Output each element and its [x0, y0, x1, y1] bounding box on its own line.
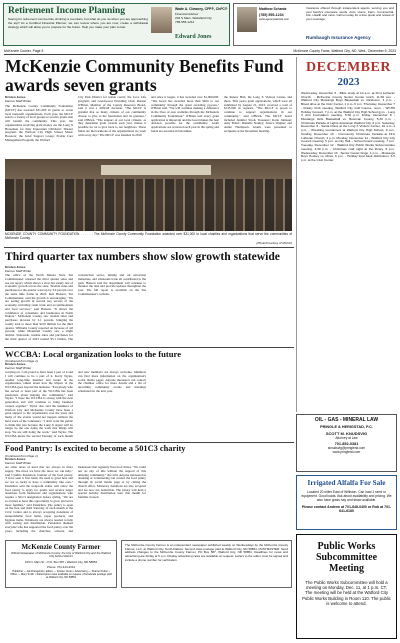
publisher-notice — [121, 540, 292, 588]
lead-headline: McKenzie Community Benefits Fund awards seven grants — [5, 56, 284, 95]
lead-col-2: City Park District for tennis courts; the Love Life program; and Greenwood Wrestling Club. Ruston O'Brien, Member of the County Resource Board, said it was a difficult decision. "The MCCF is grateful that so many citizens of our community choose to give to the foundation and its grantees," said O'Brien. "The support of our local citizens, as they determine grant awards each year, makes it possible for us to give back to our neighbors. These funds are the backbone of the organizations we work with every day." The MCCF was founded in 2010 — [78, 95, 146, 137]
wccba-headline: WCCBA: Local organization looks to the future — [5, 349, 182, 359]
page-dateline: McKenzie County Fame, Watford City, ND, Wed., December 6, 2023 — [293, 49, 396, 53]
oil-ad-role: Attorney at Law — [335, 436, 358, 440]
folio-rule — [4, 54, 396, 55]
tax-headline: Third quarter tax numbers show slow growth statewide — [5, 250, 280, 263]
pantry-byline-name: Kristen Jones — [5, 457, 26, 461]
lead-col-1: The McKenzie County Community Foundation (MCCF) has awarded $31,000 in grants to seven local nonprofit organizations. Each year, the MCCF selects a variety of local groups to receive grants that will benefit the community. This year, the organizations receiving grant money are the Long X Horsemen for their Equestrian Children's Theater program; the Watford City High School Music Boosters; the Grief Support Group; Prairie Care Management Program; the Watford — [5, 104, 73, 142]
lead-caption-text: MCKENZIE COUNTY COMMUNITY FOUNDATION . . . . . . The McKenzie County Community Foundation awarded over $31,000 to local charities and organizations that serve the communities of McKenzie County. — [5, 232, 292, 240]
public-works-title: Public Works Subcommittee Meeting — [315, 541, 378, 574]
rumbaugh-ad — [233, 3, 397, 46]
calendar-entries: Wednesday, December 6 - Bible study at 10 a.m. at First Lutheran Church. - McKenzie County Senior Center lunch, 11:30 a.m. - Watford City Mustangs Boys Basketball vs. Dickinson, 4 p.m. - Blood drive at the Civic Center, 1 p.m.-6 p.m. Thursday, December 7 - Rotary Club meeting, Watford City Golf Course, noon. - WCHS Holiday Concert, 7 p.m. at the Watford City High School gym. - Long X Arts Foundation meeting, 5:30 p.m. Friday, December 8 - Mustangs Girls Basketball vs. Bowman County, 5:30 p.m. - Christmas Parade of Lights downtown Watford City, 6 p.m. Saturday, December 9 - Santa Claus at the Long X Visitors Center, 10 a.m.-1 p.m. - Wrestling tournament at Watford City High School, 9 a.m. Sunday, December 10 - Community Christmas Cantata at First Lutheran Church, 4 p.m. Monday, December 11 - Watford City City Council meeting, 5 p.m. at City Hall. - School board meeting, 7 p.m. Tuesday, December 12 - Watford City Public Works Subcommittee meeting, 4:30 p.m. - Christmas craft night at the library, 6 p.m. Wednesday, December 13 - Senior Center bingo, 1 p.m. - Mustangs Boys Hockey vs. Minot, 6 p.m. - Holiday food bank distribution, 3-5 p.m. at the Civic Center. — [301, 91, 395, 162]
pantry-body — [5, 466, 292, 536]
lead-photo — [5, 159, 292, 231]
pantry-byline-role: Farmer Staff Writer — [5, 460, 32, 465]
masthead-phone: Phone: 701-444-3314 — [47, 565, 75, 569]
alfalfa-body: Located 20 miles East of Williston. Can load 1 semi or equipment. Good loads. Ask about availability and pricing. We also have grass hay and straw available. — [301, 490, 392, 502]
masthead-address: 109 N. Main St. • P.O. Box 587 • Watford City, ND 58854 — [24, 559, 98, 564]
tax-byline-name: Kristen Jones — [5, 265, 26, 269]
oil-ad-email: sknudsvig@pringlend.com — [327, 446, 366, 450]
tax-body — [5, 274, 292, 344]
alfalfa-ad — [296, 475, 397, 530]
oil-ad-firm: PRINGLE & HERIGSTAD, P.C. — [320, 425, 373, 429]
calendar — [296, 57, 397, 412]
pantry-headline: Food Pantry: Is excited to become a 501C3 charity — [5, 444, 186, 453]
wccba-body-text: carrying on. I am proud to have been a part of it and I will continue to be a part of it. Kerry Taylor, another long-time member and leader in the organization, talked about how the impact of the WCCBA goes beyond the business. "Everybody who has served or been part of the WCCBA has been passionate about helping the community," said Taylor. "I hope the WCCBA is strong with the next generation and will continue to bring business owners together." Taylor also said the members of Watford City and McKenzie County have been a great support to the organization over the years and many of the events would not happen without the hard work of the volunteers. "I don't want the public to think that just because the Long X Agent will no longer be the one doing the work that things will stop. We are still doing the work," said Taylor. The WCCBA meets the second Tuesday of each month and new members are always welcome. Members can find more information on the organization's social media pages. Anyone interested can contact the chamber office for more details and a list of upcoming community events and meetings scheduled for the new year. — [5, 371, 146, 438]
calendar-month: DECEMBER — [306, 60, 391, 75]
rumbaugh-body: Insurance offered through independent agents, serving you and your family's insurance needs. Auto, Home, Farm, Commercial, Life, Health and more. Call us today for a free quote and review of your coverage. — [306, 6, 394, 21]
masthead-box — [5, 540, 117, 588]
rule-3 — [4, 442, 294, 443]
lead-byline-name: Kristen Jones — [5, 95, 26, 99]
pantry-body-text: are other areas of need that are always in more supply. The more we have the more we can help," said Cynthia Pendelton, founder of the food pantry. "I have seen it first hand, the need is great here and we are so lucky to have a community like ours." Pendelton said the nonprofit status will allow the food pantry to apply for grants and receive larger donations from businesses and organizations who require a 501c3 designation before giving. "We are so excited to have this opportunity to grow and serve more families," said Pendelton. The pantry is open on the first and third Saturday of each month at the Civic Center and is always accepting donations of nonperishable food items, paper products, and hygiene items. Volunteers are always needed to help with sorting and distribution. Pendelton thanked everyone who has supported the food pantry over the years, including the churches, schools, and businesses that regularly host food drives. "We could not do any of this without the support of this amazing community," she said. Anyone interested in donating or volunteering can contact the food pantry through its social media page or by calling the church office. Monetary donations are also accepted and are now tax deductible. The pantry will hold a special holiday distribution later this month for families in need. — [5, 466, 146, 533]
wccba-cont: (Continued from Page 1) — [5, 359, 38, 363]
lead-photo-credit: (Photo/Courtesy of MCCF) — [256, 240, 292, 245]
oil-ad-title: OIL - GAS - MINERAL LAW — [314, 417, 379, 423]
rule-2 — [4, 347, 294, 348]
tax-body-text: The office of the North Dakota State Tax Commissioner released the third quarter sales and use tax report, which shows a slow but steady rate of economic growth across the state. Taxable sales and purchases for the quarter were up by 3.9 percent over the same time frame in 2022. Rob Hanson, Tax Commissioner, said the growth is encouraging. "We are seeing growth in several key sectors of the economy, including retail trade and accommodation and food services," said Hanson. "It shows the confidence of consumers and businesses in North Dakota." McKenzie County saw taxable sales and purchases increase by 2.1 percent, bringing the county total to more than $219 million for the third quarter. Williams County reported an increase of 4.8 percent, while Mountrail County saw a slight decline. Statewide, taxable sales and purchases for the third quarter of 2023 totaled $5.1 billion. The construction sector, mining and oil extraction industries, and wholesale trade all contributed to the gain. Hanson said the department will continue to monitor the data and provide updates throughout the year. The full report is available on the Tax Commissioner's website. — [5, 274, 146, 341]
photo-banner — [101, 165, 211, 175]
retirement-ad — [3, 3, 230, 46]
wccba-byline-role: Farmer Staff Writer — [5, 365, 32, 370]
rumbaugh-brand: Rumbaugh Insurance Agency — [306, 35, 371, 40]
rumbaugh-site: www.agencywebsite.com — [259, 18, 290, 21]
lead-byline-role: Farmer Staff Writer — [5, 98, 32, 103]
retirement-ad-address: 202 S Main, Waitsfield City — [175, 16, 212, 20]
pantry-byline — [5, 458, 73, 465]
retirement-ad-body: Saving for retirement can feel like climbing a mountain, but what do you do when you are approaching the top? As a Certified Financial Planner, we can review where you are now, create a withdrawal strategy which will allow you to prepare for the future. Help you make your plan to last. — [8, 17, 148, 29]
masthead-name: McKenzie County Farmer — [21, 543, 101, 551]
lead-byline — [5, 96, 73, 103]
wccba-body — [5, 371, 292, 440]
page-folio: McKenzie Courier, Page 5 — [4, 49, 44, 53]
public-works-ad — [296, 534, 397, 639]
masthead-sub: Official Newspaper of McKenzie County, the City of Watford City and the Watford City School District — [11, 551, 111, 559]
pantry-cont: (Continued from Page 1) — [5, 454, 38, 458]
rumbaugh-phone: (785) 555-1234 — [259, 13, 284, 17]
alfalfa-contact: Please contact Andrew at 701-648-0400 or Rob at 701-641-6180 — [301, 505, 392, 514]
lead-caption — [5, 233, 292, 245]
agent-photo — [151, 7, 172, 33]
oil-ad-phone: 701-852-0381 — [334, 442, 359, 446]
lead-col-4: the Renew Hub, the Long X Visitors Center, and more. This year's grant applications, which were all submitted by August 21, 2023, received a total of $135,000 in requests. "The MCCF is proud to continue to support organizations in our community," said O'Brien. The MCCF board included Jennifer Stroh, Treasurer; Katie Johnson; Amy Fisher; Danielle Stanley; Jessica Wagner; and Annie Thompson. Grants were presented to recipients at the December meeting. — [224, 95, 292, 133]
rumbaugh-photo — [237, 7, 257, 32]
tax-byline-role: Farmer Staff Writer — [5, 268, 32, 273]
retirement-ad-title: Retirement Income Planning — [8, 6, 125, 16]
oil-ad-name: SCOTT M. KNUDSVIG — [325, 431, 368, 436]
calendar-year: 2023 — [337, 76, 360, 88]
oil-gas-ad — [296, 414, 397, 472]
edward-jones-logo: Edward Jones — [175, 34, 212, 40]
calendar-header — [300, 57, 397, 89]
lead-col-3: and since it began, it has awarded over $1,000,000. "The board has awarded more than $650 to our community through the grant awarding process," O'Brien said. "We will continue making a difference in the lives of area residents through the McKenzie Community Foundation." O'Brien said every grant application is important and the board makes the best decision possible for the community. Grant applications are reviewed each year in the spring and funds are awarded in December. — [151, 95, 219, 133]
masthead-right: Publisher — Ed Drangsholt • Editor — Kristen Jones • Advertising — Sharon Pelton • Office — Mary Smith • Subscription rates available on request • Periodicals postage paid at Watford City, ND 58854 — [10, 570, 112, 580]
publisher-notice-text: The McKenzie County Farmer is an independent newspaper published weekly on Wednesdays by the McKenzie County Farmer, LLC, at Watford City, North Dakota. Second class postage paid at Watford City, ND 58854. POSTMASTER: Send address changes to the McKenzie County Farmer, PO Box 587, Watford City, ND 58854. Deadlines for news and advertising are Friday at 5 p.m. Display advertising rates are available on request. Letters to the editor must be signed and include a phone number for verification. — [125, 543, 288, 562]
retirement-ad-phone: 785-555-1212 — [175, 20, 195, 24]
rule-1 — [4, 247, 294, 248]
tax-byline — [5, 266, 73, 273]
oil-ad-web: www.pringlend.com — [332, 450, 361, 454]
photo-group — [5, 179, 292, 231]
wccba-byline-name: Kristen Jones — [5, 362, 26, 366]
retirement-ad-agent: Wade A. Clowney, CFP®, ChFC® — [175, 7, 228, 11]
alfalfa-title: Irrigated Alfalfa For Sale — [307, 479, 386, 487]
retirement-ad-agent-sub: Financial Advisor — [175, 12, 199, 16]
rumbaugh-name: Matthew Schantz — [259, 7, 287, 11]
wccba-byline — [5, 363, 73, 370]
public-works-text: The Public Works Subcommittee will hold a meeting on Monday, Dec. 11, at 1 p.m. CT. The meeting will be held at the Watford City Public Works Building in Room 110. The public is welcome to attend. — [302, 580, 391, 606]
